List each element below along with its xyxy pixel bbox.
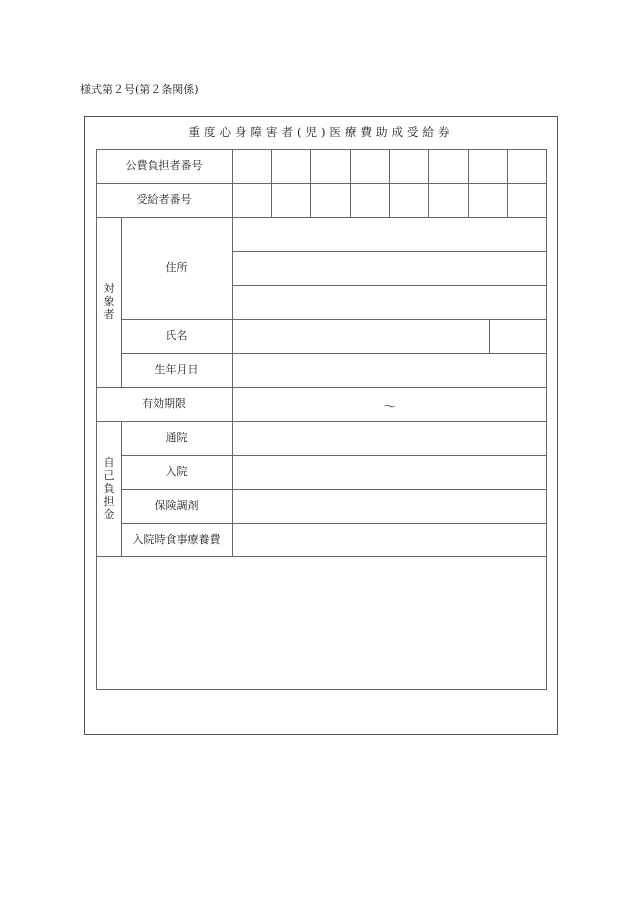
table-left-border [96, 149, 97, 690]
digit-box-divider [468, 149, 469, 217]
recipient-number-label: 受給者番号 [136, 193, 192, 206]
row-divider [96, 217, 547, 218]
digit-box-divider [350, 149, 351, 217]
address-line-divider [232, 251, 547, 252]
row-divider [96, 556, 547, 557]
digit-box-divider [428, 149, 429, 217]
insurer-number-label: 公費負担者番号 [125, 159, 203, 172]
address-label: 住所 [165, 261, 188, 274]
validity-range-separator: ～ [382, 400, 396, 415]
copay-group-label: 自己負担金 [103, 456, 115, 521]
row-divider [121, 353, 547, 354]
birthdate-label: 生年月日 [154, 363, 199, 376]
name-label: 氏名 [165, 329, 188, 342]
name-cell-divider [489, 319, 490, 353]
group-label-divider [121, 217, 122, 387]
table-top-border [96, 149, 547, 150]
meal-cost-label: 入院時食事療養費 [132, 533, 221, 546]
row-divider [96, 183, 547, 184]
form-title: 重度心身障害者(児)医療費助成受給券 [188, 125, 454, 139]
row-divider [121, 489, 547, 490]
digit-box-divider [389, 149, 390, 217]
digit-box-divider [271, 149, 272, 217]
row-divider [121, 523, 547, 524]
subject-group-label: 対象者 [103, 282, 115, 321]
digit-box-divider [310, 149, 311, 217]
validity-label: 有効期限 [142, 397, 186, 410]
form-reference: 様式第２号(第２条関係) [80, 83, 199, 96]
digit-box-divider [507, 149, 508, 217]
certificate-frame [84, 116, 558, 735]
label-column-divider [232, 149, 233, 556]
row-divider [96, 421, 547, 422]
address-line-divider [232, 285, 547, 286]
pharmacy-label: 保険調剤 [154, 499, 199, 512]
row-divider [121, 319, 547, 320]
row-divider [96, 387, 547, 388]
row-divider [121, 455, 547, 456]
outpatient-label: 通院 [165, 431, 188, 444]
table-right-border [546, 149, 547, 690]
inpatient-label: 入院 [165, 465, 188, 478]
table-bottom-border [96, 689, 547, 690]
